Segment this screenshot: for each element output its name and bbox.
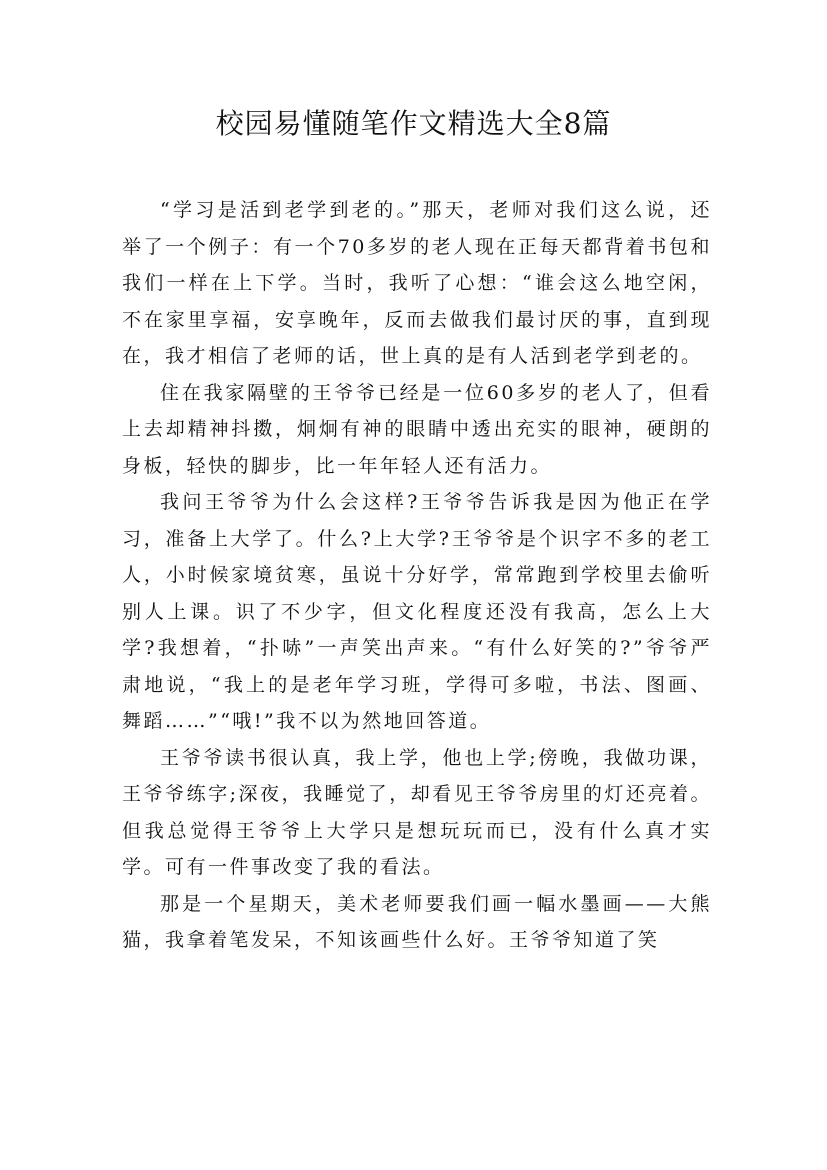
paragraph: 我问王爷爷为什么会这样?王爷爷告诉我是因为他正在学习，准备上大学了。什么?上大学?王爷爷是个识字不多的老工人，小时候家境贫寒，虽说十分好学，常常跑到学校里去偷听别人上课。识了不少字，但文化程度还没有我高，怎么上大学?我想着，“扑哧”一声笑出声来。“有什么好笑的?”爷爷严肃地说，“我上的是老年学习班，学得可多啦，书法、图画、舞蹈……”“哦!”我不以为然地回答道。 — [122, 491, 712, 732]
paragraph: 王爷爷读书很认真，我上学，他也上学;傍晚，我做功课，王爷爷练字;深夜，我睡觉了，却看见王爷爷房里的灯还亮着。但我总觉得王爷爷上大学只是想玩玩而已，没有什么真才实学。可有一件事改变了我的看法。 — [122, 746, 712, 878]
document-title: 校园易懂随笔作文精选大全8篇 — [215, 107, 612, 140]
paragraph: “学习是活到老学到老的。”那天，老师对我们这么说，还举了一个例子：有一个70多岁的老人现在正每天都背着书包和我们一样在上下学。当时，我听了心想：“谁会这么地空闲，不在家里享福，安享晚年，反而去做我们最讨厌的事，直到现在，我才相信了老师的话，世上真的是有人活到老学到老的。 — [122, 199, 712, 367]
paragraph: 住在我家隔壁的王爷爷已经是一位60多岁的老人了，但看上去却精神抖擞，炯炯有神的眼睛中透出充实的眼神，硬朗的身板，轻快的脚步，比一年年轻人还有活力。 — [122, 381, 712, 477]
paragraph: 那是一个星期天，美术老师要我们画一幅水墨画——大熊猫，我拿着笔发呆，不知该画些什么好。王爷爷知道了笑 — [122, 892, 712, 951]
document-body — [122, 192, 712, 959]
